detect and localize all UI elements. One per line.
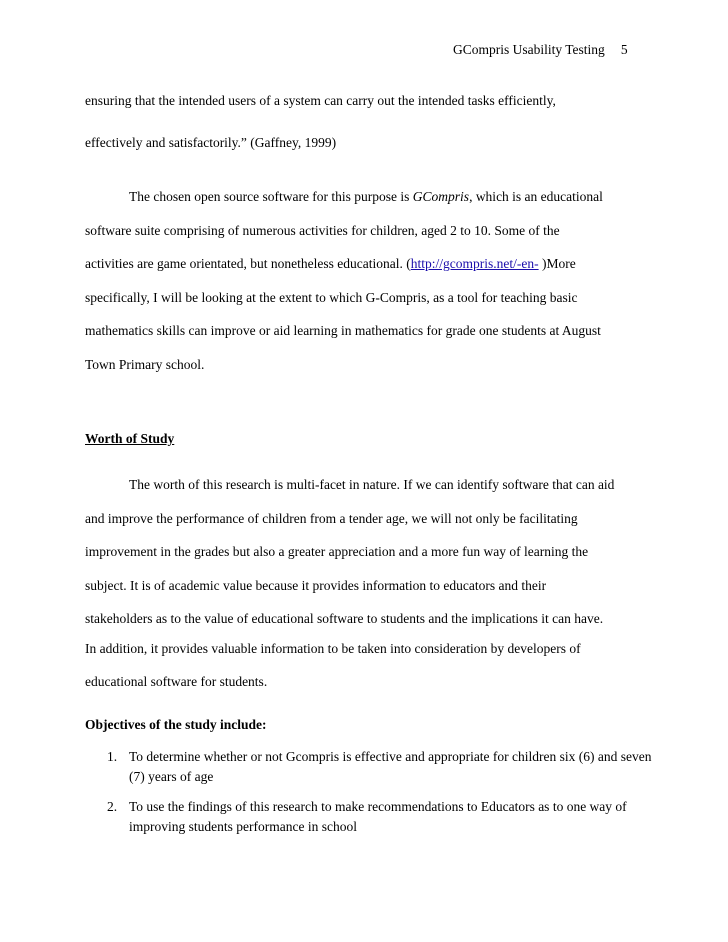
- software-name: GCompris: [412, 189, 470, 204]
- gcompris-link[interactable]: http://gcompris.net/-en-: [410, 256, 539, 271]
- list-item: [107, 747, 667, 787]
- text-run: The chosen open source software for this purpose is: [129, 189, 413, 204]
- page-number: 5: [620, 42, 628, 57]
- list-text: To use the findings of this research to make recommendations to Educators as to one way of improving students performance in school: [129, 799, 627, 834]
- list-item: [107, 797, 667, 837]
- body-line: and improve the performance of children from a tender age, we will not only be facilitating: [85, 511, 578, 526]
- body-line: The worth of this research is multi-facet in nature. If we can identify software that can aid: [129, 477, 615, 492]
- list-number: 2.: [107, 799, 118, 814]
- objectives-heading: Objectives of the study include:: [85, 717, 267, 732]
- body-line: mathematics skills can improve or aid learning in mathematics for grade one students at August: [85, 323, 601, 338]
- running-title: GCompris Usability Testing: [453, 42, 605, 57]
- body-line: subject. It is of academic value because it provides information to educators and their: [85, 578, 547, 593]
- body-line: Town Primary school.: [85, 357, 205, 372]
- running-header: [453, 42, 628, 58]
- body-line: [85, 256, 576, 272]
- body-line: educational software for students.: [85, 674, 268, 689]
- section-heading: Worth of Study: [85, 431, 175, 446]
- list-number: 1.: [107, 749, 118, 764]
- text-run: , which is an educational: [469, 189, 603, 204]
- body-line: In addition, it provides valuable information to be taken into consideration by developers of: [85, 641, 581, 656]
- body-line: software suite comprising of numerous activities for children, aged 2 to 10. Some of the: [85, 223, 560, 238]
- body-line: stakeholders as to the value of educational software to students and the implications it can have.: [85, 611, 604, 626]
- body-line: [129, 189, 603, 205]
- list-text: To determine whether or not Gcompris is effective and appropriate for children six (6) and seven (7) years of age: [129, 749, 652, 784]
- body-line: effectively and satisfactorily.” (Gaffney, 1999): [85, 135, 337, 150]
- text-run: )More: [538, 256, 576, 271]
- body-line: ensuring that the intended users of a system can carry out the intended tasks efficiently,: [85, 93, 556, 108]
- body-line: improvement in the grades but also a greater appreciation and a more fun way of learning the: [85, 544, 589, 559]
- body-line: specifically, I will be looking at the extent to which G-Compris, as a tool for teaching basic: [85, 290, 578, 305]
- text-run: activities are game orientated, but nonetheless educational. (: [85, 256, 411, 271]
